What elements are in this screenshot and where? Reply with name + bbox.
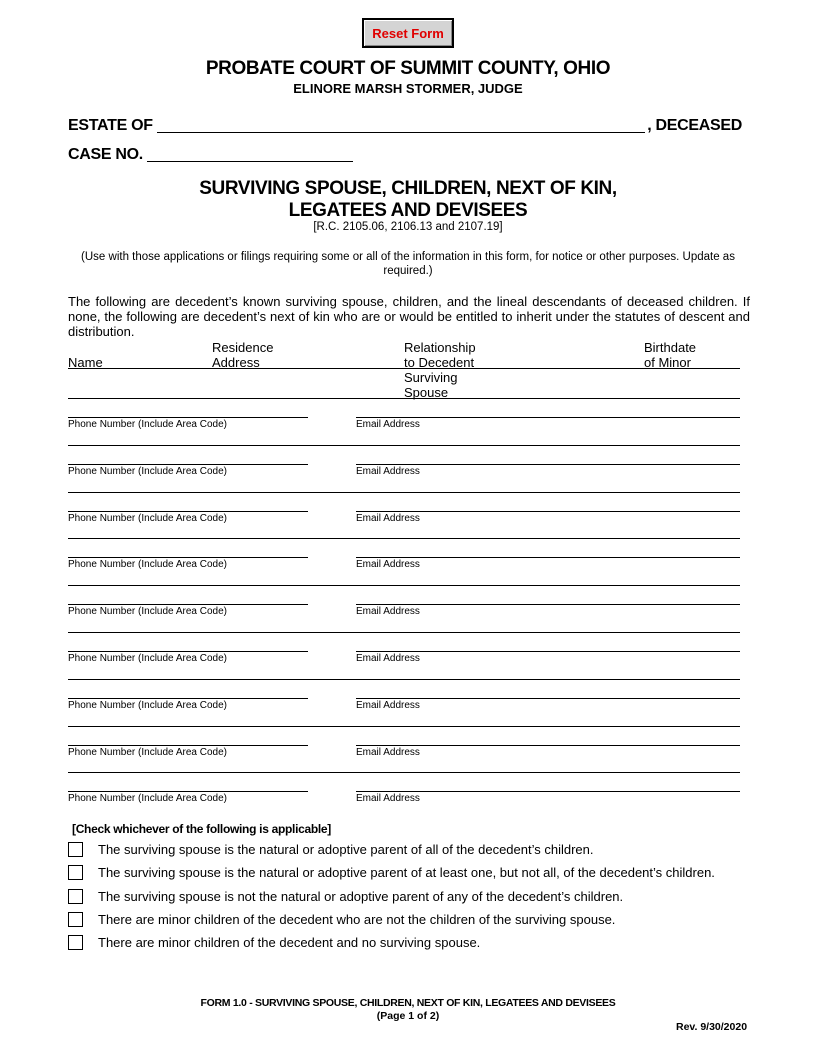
column-birthdate <box>644 340 696 370</box>
entry-phone-field[interactable] <box>68 745 308 746</box>
estate-row <box>68 114 742 135</box>
column-birthdate-line2: of Minor <box>644 355 691 370</box>
entry-name-address-field[interactable] <box>68 632 740 633</box>
checkbox[interactable] <box>68 842 83 857</box>
entry-email-field[interactable] <box>356 651 740 652</box>
form-title-line1: SURVIVING SPOUSE, CHILDREN, NEXT OF KIN, <box>199 178 617 199</box>
reset-form-button[interactable]: Reset Form <box>362 18 454 48</box>
checkbox-label: The surviving spouse is not the natural or adoptive parent of any of the decedent’s children. <box>98 889 624 904</box>
spouse-indicator-line1: Surviving <box>404 370 458 385</box>
email-label: Email Address <box>356 653 420 664</box>
checkbox-label: The surviving spouse is the natural or adoptive parent of all of the decedent’s children. <box>98 842 594 857</box>
judge-name: ELINORE MARSH STORMER, JUDGE <box>293 81 523 96</box>
phone-label: Phone Number (Include Area Code) <box>68 653 227 664</box>
email-label: Email Address <box>356 700 420 711</box>
checkbox-label: The surviving spouse is the natural or adoptive parent of at least one, but not all, of the decedent’s children. <box>98 865 715 880</box>
entry-email-field[interactable] <box>356 791 740 792</box>
form-title-line2: LEGATEES AND DEVISEES <box>288 200 528 221</box>
entry-name-address-field[interactable] <box>68 445 740 446</box>
phone-label: Phone Number (Include Area Code) <box>68 700 227 711</box>
email-label: Email Address <box>356 747 420 758</box>
entry-name-address-field[interactable] <box>68 726 740 727</box>
column-residence-line2: Address <box>212 355 260 370</box>
court-title: PROBATE COURT OF SUMMIT COUNTY, OHIO <box>205 58 611 79</box>
entry-email-field[interactable] <box>356 464 740 465</box>
entry-phone-field[interactable] <box>68 604 308 605</box>
phone-label: Phone Number (Include Area Code) <box>68 606 227 617</box>
checkbox-label: There are minor children of the decedent who are not the children of the surviving spouse. <box>98 912 616 927</box>
checkbox[interactable] <box>68 912 83 927</box>
entry-email-field[interactable] <box>356 511 740 512</box>
estate-name-field[interactable] <box>157 114 645 133</box>
footer-revision: Rev. 9/30/2020 <box>676 1021 748 1033</box>
form-title <box>0 178 816 222</box>
case-row <box>68 143 353 164</box>
checkbox[interactable] <box>68 935 83 950</box>
entry-phone-field[interactable] <box>68 698 308 699</box>
column-birthdate-line1: Birthdate <box>644 340 697 355</box>
entry-email-field[interactable] <box>356 745 740 746</box>
checkbox[interactable] <box>68 889 83 904</box>
spouse-indicator <box>404 370 457 400</box>
phone-label: Phone Number (Include Area Code) <box>68 747 227 758</box>
entry-email-field[interactable] <box>356 698 740 699</box>
phone-label: Phone Number (Include Area Code) <box>68 559 227 570</box>
estate-label: ESTATE OF <box>68 117 153 134</box>
email-label: Email Address <box>356 606 420 617</box>
intro-paragraph: The following are decedent’s known surviving spouse, children, and the lineal descendants of deceased children. If none, the following are decedent’s next of kin who are or would be entitled to inherit under the statutes of descent and distribution. <box>68 294 750 339</box>
entry-phone-field[interactable] <box>68 417 308 418</box>
entry-email-field[interactable] <box>356 557 740 558</box>
phone-label: Phone Number (Include Area Code) <box>68 513 227 524</box>
entry-phone-field[interactable] <box>68 557 308 558</box>
entry-name-address-field[interactable] <box>68 398 740 399</box>
case-number-field[interactable] <box>147 143 353 162</box>
checkbox-label: There are minor children of the decedent and no surviving spouse. <box>98 935 481 950</box>
entry-phone-field[interactable] <box>68 791 308 792</box>
checkbox[interactable] <box>68 865 83 880</box>
phone-label: Phone Number (Include Area Code) <box>68 793 227 804</box>
checkbox-option <box>68 935 480 950</box>
checkbox-option <box>68 842 594 857</box>
column-residence-line1: Residence <box>212 340 274 355</box>
entry-name-address-field[interactable] <box>68 585 740 586</box>
checkbox-option <box>68 865 715 880</box>
column-relationship <box>404 340 476 370</box>
entry-email-field[interactable] <box>356 417 740 418</box>
checkbox-option <box>68 912 615 927</box>
entry-email-field[interactable] <box>356 604 740 605</box>
phone-label: Phone Number (Include Area Code) <box>68 466 227 477</box>
case-number-label: CASE NO. <box>68 146 143 163</box>
email-label: Email Address <box>356 466 420 477</box>
header-underline <box>68 368 740 369</box>
usage-note: (Use with those applications or filings requiring some or all of the information in this form, for notice or other purposes. Update as required.) <box>81 251 735 277</box>
entry-name-address-field[interactable] <box>68 492 740 493</box>
statute-reference: [R.C. 2105.06, 2106.13 and 2107.19] <box>313 221 503 233</box>
entry-phone-field[interactable] <box>68 651 308 652</box>
entry-name-address-field[interactable] <box>68 679 740 680</box>
column-residence <box>212 340 273 370</box>
check-heading: [Check whichever of the following is applicable] <box>72 822 331 836</box>
entry-phone-field[interactable] <box>68 464 308 465</box>
column-relationship-line2: to Decedent <box>404 355 475 370</box>
deceased-label: , DECEASED <box>647 117 742 134</box>
column-relationship-line1: Relationship <box>404 340 476 355</box>
footer-form-name: FORM 1.0 - SURVIVING SPOUSE, CHILDREN, NEXT OF KIN, LEGATEES AND DEVISEES <box>200 997 616 1009</box>
entry-name-address-field[interactable] <box>68 538 740 539</box>
entry-name-address-field[interactable] <box>68 772 740 773</box>
footer-page-number: (Page 1 of 2) <box>376 1010 440 1022</box>
entry-phone-field[interactable] <box>68 511 308 512</box>
email-label: Email Address <box>356 559 420 570</box>
spouse-indicator-line2: Spouse <box>404 385 449 400</box>
column-name: Name <box>68 355 103 370</box>
checkbox-option <box>68 889 623 904</box>
email-label: Email Address <box>356 513 420 524</box>
email-label: Email Address <box>356 793 420 804</box>
phone-label: Phone Number (Include Area Code) <box>68 419 227 430</box>
email-label: Email Address <box>356 419 420 430</box>
